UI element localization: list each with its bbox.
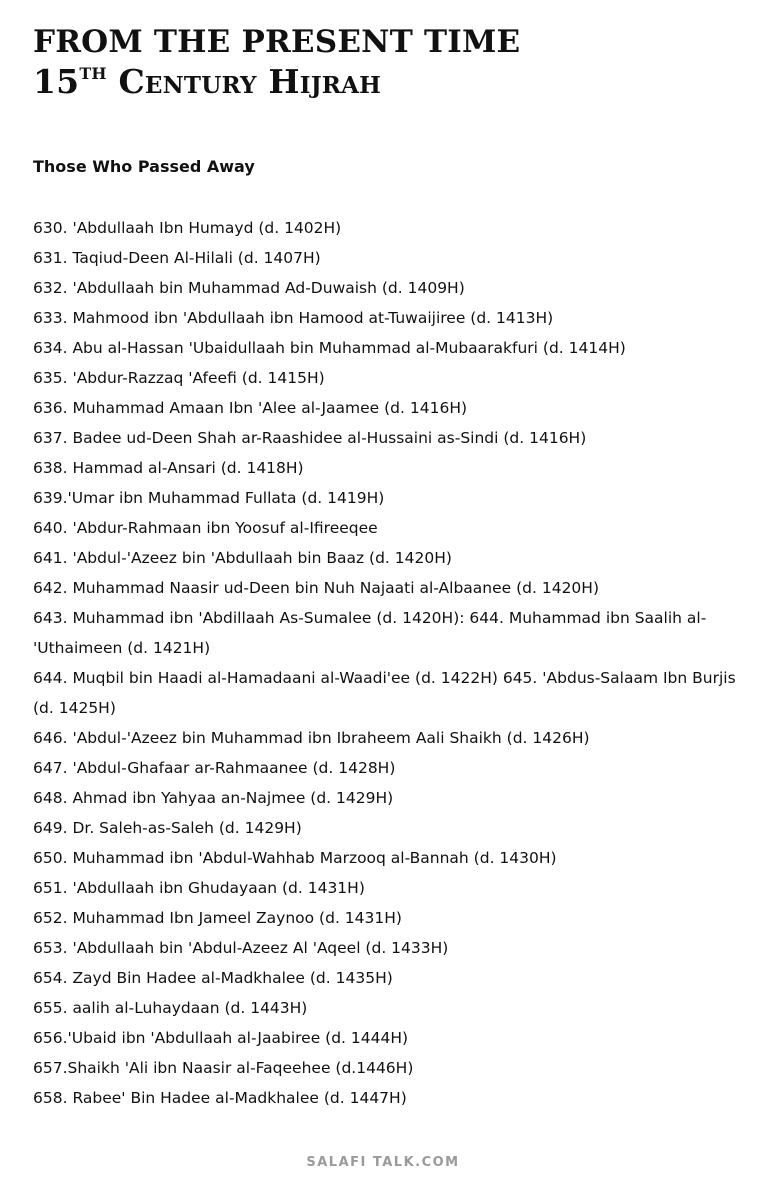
list-item: 654. Zayd Bin Hadee al-Madkhalee (d. 1435H) <box>33 969 393 987</box>
list-item: 657.Shaikh 'Ali ibn Naasir al-Faqeehee (d.1446H) <box>33 1059 414 1077</box>
page-title <box>33 22 520 102</box>
list-item: 644. Muqbil bin Haadi al-Hamadaani al-Waadi'ee (d. 1422H) 645. 'Abdus-Salaam Ibn Burjis (d. 1425H) <box>33 669 736 717</box>
title-line-1: FROM THE PRESENT TIME <box>33 24 521 60</box>
list-item: 633. Mahmood ibn 'Abdullaah ibn Hamood at-Tuwaijiree (d. 1413H) <box>33 309 554 327</box>
list-item: 630. 'Abdullaah Ibn Humayd (d. 1402H) <box>33 219 342 237</box>
list-item: 653. 'Abdullaah bin 'Abdul-Azeez Al 'Aqeel (d. 1433H) <box>33 939 449 957</box>
list-item: 635. 'Abdur-Razzaq 'Afeefi (d. 1415H) <box>33 369 325 387</box>
list-item: 632. 'Abdullaah bin Muhammad Ad-Duwaish (d. 1409H) <box>33 279 465 297</box>
list-item: 656.'Ubaid ibn 'Abdullaah al-Jaabiree (d. 1444H) <box>33 1029 409 1047</box>
list-item: 636. Muhammad Amaan Ibn 'Alee al-Jaamee (d. 1416H) <box>33 399 468 417</box>
list-item: 638. Hammad al-Ansari (d. 1418H) <box>33 459 304 477</box>
list-item: 637. Badee ud-Deen Shah ar-Raashidee al-Hussaini as-Sindi (d. 1416H) <box>33 429 587 447</box>
title-century-text: Century Hijrah <box>106 62 382 101</box>
list-item: 651. 'Abdullaah ibn Ghudayaan (d. 1431H) <box>33 879 365 897</box>
list-item: 649. Dr. Saleh-as-Saleh (d. 1429H) <box>33 819 302 837</box>
title-century-number: 15 <box>33 62 80 101</box>
section-heading: Those Who Passed Away <box>33 157 255 176</box>
list-item: 652. Muhammad Ibn Jameel Zaynoo (d. 1431H) <box>33 909 402 927</box>
title-ordinal-suffix: TH <box>79 64 107 83</box>
list-item: 631. Taqiud-Deen Al-Hilali (d. 1407H) <box>33 249 321 267</box>
list-item: 642. Muhammad Naasir ud-Deen bin Nuh Najaati al-Albaanee (d. 1420H) <box>33 579 599 597</box>
list-item: 640. 'Abdur-Rahmaan ibn Yoosuf al-Ifireeqee <box>33 519 378 537</box>
list-item: 643. Muhammad ibn 'Abdillaah As-Sumalee (d. 1420H): 644. Muhammad ibn Saalih al-'Uthaimeen (d. 1421H) <box>33 609 707 657</box>
list-item: 641. 'Abdul-'Azeez bin 'Abdullaah bin Baaz (d. 1420H) <box>33 549 452 567</box>
list-item: 648. Ahmad ibn Yahyaa an-Najmee (d. 1429H) <box>33 789 394 807</box>
list-item: 646. 'Abdul-'Azeez bin Muhammad ibn Ibraheem Aali Shaikh (d. 1426H) <box>33 729 590 747</box>
list-item: 650. Muhammad ibn 'Abdul-Wahhab Marzooq al-Bannah (d. 1430H) <box>33 849 557 867</box>
footer-watermark: SALAFI TALK.COM <box>306 1155 460 1170</box>
title-line-2 <box>33 62 520 102</box>
list-item: 655. aalih al-Luhaydaan (d. 1443H) <box>33 999 308 1017</box>
list-item: 658. Rabee' Bin Hadee al-Madkhalee (d. 1447H) <box>33 1089 407 1107</box>
list-item: 634. Abu al-Hassan 'Ubaidullaah bin Muhammad al-Mubaarakfuri (d. 1414H) <box>33 339 626 357</box>
list-item: 639.'Umar ibn Muhammad Fullata (d. 1419H) <box>33 489 385 507</box>
deceased-scholars-list <box>33 213 753 1113</box>
list-item: 647. 'Abdul-Ghafaar ar-Rahmaanee (d. 1428H) <box>33 759 396 777</box>
